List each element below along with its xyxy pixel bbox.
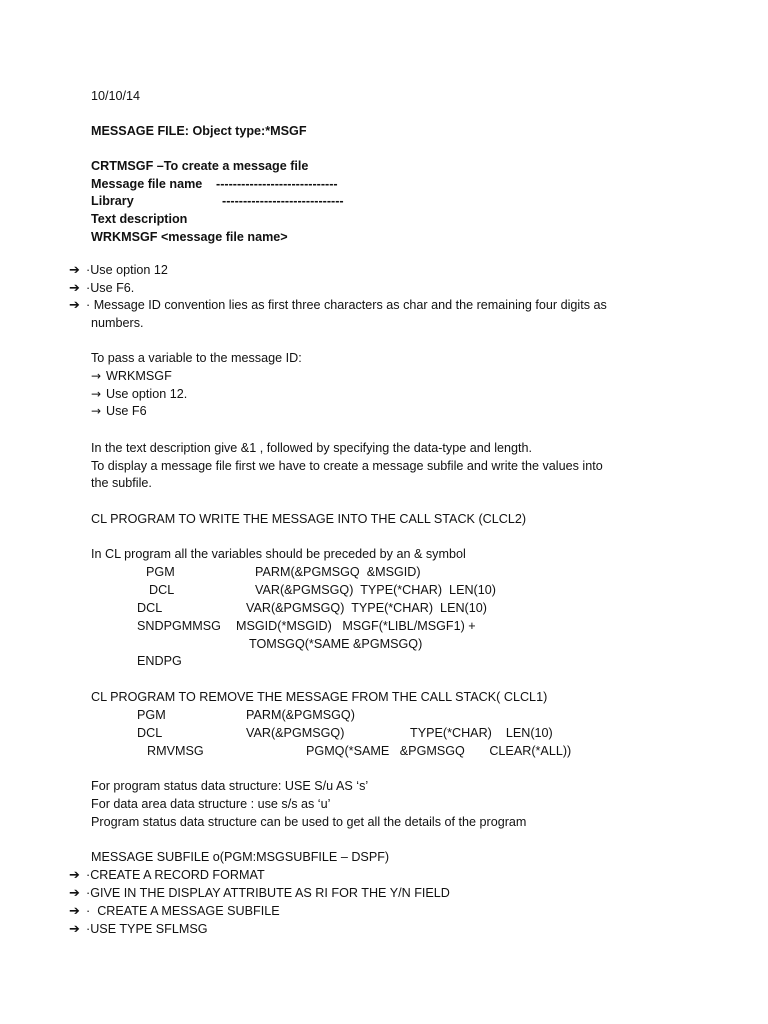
clcl1-title: CL PROGRAM TO REMOVE THE MESSAGE FROM THE CALL STACK( CLCL1) xyxy=(91,690,548,704)
code-keyword: PGM xyxy=(146,565,175,579)
bullet-item: · Message ID convention lies as first three characters as char and the remaining four digits as xyxy=(86,298,607,312)
file-name-line: ----------------------------- xyxy=(216,177,338,191)
bullet-item-continued: numbers. xyxy=(91,316,144,330)
code-keyword: PGM xyxy=(137,708,166,722)
step-item: Use F6 xyxy=(106,404,147,418)
arrow-icon: ➔ xyxy=(69,886,80,901)
code-args: TYPE(*CHAR) LEN(10) xyxy=(410,726,553,740)
code-args: VAR(&PGMSGQ) TYPE(*CHAR) LEN(10) xyxy=(246,601,487,615)
bullet-item: ·Use F6. xyxy=(86,281,135,295)
arrow-icon: → xyxy=(91,369,102,383)
ds-note: For program status data structure: USE S/u AS ‘s’ xyxy=(91,779,369,793)
display-note: the subfile. xyxy=(91,476,152,490)
wrkmsgf-command: WRKMSGF <message file name> xyxy=(91,230,288,244)
arrow-icon: ➔ xyxy=(69,868,80,883)
code-args: PARM(&PGMSGQ) xyxy=(246,708,355,722)
arrow-icon: ➔ xyxy=(69,263,80,278)
code-args: PGMQ(*SAME &PGMSGQ CLEAR(*ALL)) xyxy=(306,744,572,758)
code-args: MSGID(*MSGID) MSGF(*LIBL/MSGF1) + xyxy=(236,619,476,633)
code-args: PARM(&PGMSGQ &MSGID) xyxy=(255,565,421,579)
text-description: Text description xyxy=(91,212,188,226)
subfile-title: MESSAGE SUBFILE o(PGM:MSGSUBFILE – DSPF) xyxy=(91,850,390,864)
crtmsgf-title: CRTMSGF –To create a message file xyxy=(91,159,309,173)
bullet-item: ·GIVE IN THE DISPLAY ATTRIBUTE AS RI FOR THE Y/N FIELD xyxy=(86,886,450,900)
bullet-item: · CREATE A MESSAGE SUBFILE xyxy=(86,904,280,918)
ds-note: For data area data structure : use s/s as ‘u’ xyxy=(91,797,331,811)
step-item: WRKMSGF xyxy=(106,369,172,383)
code-keyword: RMVMSG xyxy=(147,744,204,758)
arrow-icon: ➔ xyxy=(69,281,80,296)
code-keyword: SNDPGMMSG xyxy=(137,619,221,633)
pass-variable-title: To pass a variable to the message ID: xyxy=(91,351,302,365)
code-args: TOMSGQ(*SAME &PGMSGQ) xyxy=(249,637,423,651)
arrow-icon: → xyxy=(91,404,102,418)
arrow-icon: → xyxy=(91,387,102,401)
library-line: ----------------------------- xyxy=(222,194,344,208)
clcl2-title: CL PROGRAM TO WRITE THE MESSAGE INTO THE CALL STACK (CLCL2) xyxy=(91,512,527,526)
display-note: To display a message file first we have to create a message subfile and write the values into xyxy=(91,459,603,473)
code-keyword: DCL xyxy=(149,583,175,597)
file-name-label: Message file name xyxy=(91,177,203,191)
date: 10/10/14 xyxy=(91,89,141,103)
code-keyword: ENDPG xyxy=(137,654,182,668)
code-keyword: DCL xyxy=(137,601,163,615)
code-args: VAR(&PGMSGQ) TYPE(*CHAR) LEN(10) xyxy=(255,583,496,597)
text-desc-note: In the text description give &1 , followed by specifying the data-type and length. xyxy=(91,441,533,455)
library-label: Library xyxy=(91,194,134,208)
code-args: VAR(&PGMSGQ) xyxy=(246,726,345,740)
ds-note: Program status data structure can be used to get all the details of the program xyxy=(91,815,527,829)
bullet-item: ·USE TYPE SFLMSG xyxy=(86,922,208,936)
arrow-icon: ➔ xyxy=(69,922,80,937)
bullet-item: ·CREATE A RECORD FORMAT xyxy=(86,868,265,882)
bullet-item: ·Use option 12 xyxy=(86,263,168,277)
code-keyword: DCL xyxy=(137,726,163,740)
step-item: Use option 12. xyxy=(106,387,188,401)
heading: MESSAGE FILE: Object type:*MSGF xyxy=(91,124,307,138)
arrow-icon: ➔ xyxy=(69,904,80,919)
arrow-icon: ➔ xyxy=(69,298,80,313)
clcl2-note: In CL program all the variables should be preceded by an & symbol xyxy=(91,547,466,561)
